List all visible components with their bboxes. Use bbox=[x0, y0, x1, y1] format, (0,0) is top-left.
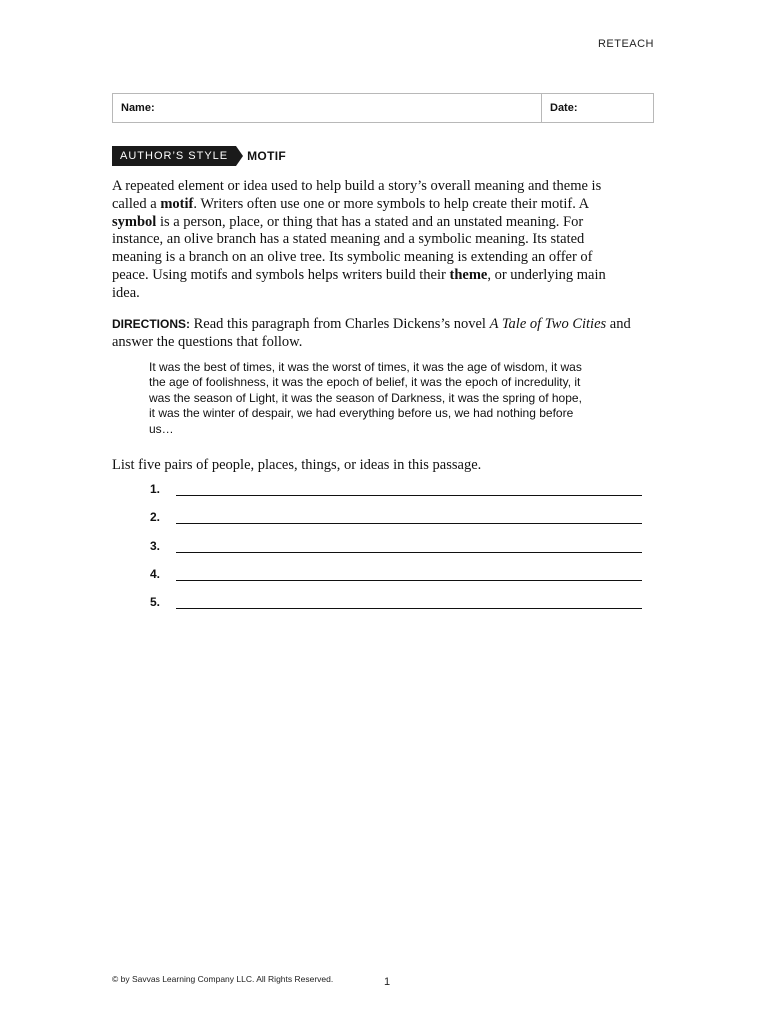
name-label: Name: bbox=[121, 102, 155, 114]
answer-number: 3. bbox=[150, 539, 161, 553]
page-number: 1 bbox=[384, 976, 391, 988]
answer-number: 2. bbox=[150, 510, 161, 524]
term-theme: theme bbox=[449, 266, 488, 283]
intro-text-4: , or underlying main idea. bbox=[112, 266, 606, 301]
directions-text: Read this paragraph from Charles Dickens’s novel bbox=[190, 316, 490, 332]
answer-line[interactable] bbox=[176, 607, 642, 609]
name-field[interactable] bbox=[113, 94, 542, 122]
reteach-label: RETEACH bbox=[597, 38, 654, 50]
answer-number: 1. bbox=[150, 482, 161, 496]
dickens-passage: It was the best of times, it was the worst of times, it was the age of wisdom, it was the age of foolishness, it was the epoch of belief, it was the epoch of incredulity, it was the season of Light, it was the season of Darkness, it was the spring of hope, it was the winter of despair, we had everything before us, we had nothing before us… bbox=[149, 360, 582, 436]
answer-number: 5. bbox=[150, 595, 161, 609]
answer-line[interactable] bbox=[176, 551, 642, 553]
answer-row[interactable] bbox=[150, 535, 642, 553]
answer-line[interactable] bbox=[176, 494, 642, 496]
section-topic: MOTIF bbox=[247, 149, 286, 163]
intro-text-1: A repeated element or idea used to help build a story’s overall meaning and theme is called a bbox=[112, 178, 602, 212]
answer-row[interactable] bbox=[150, 563, 642, 581]
name-date-box bbox=[112, 93, 654, 123]
date-label: Date: bbox=[550, 102, 578, 114]
answer-row[interactable] bbox=[150, 478, 642, 496]
answer-line[interactable] bbox=[176, 579, 642, 581]
directions-tail: and answer the questions that follow. bbox=[112, 316, 631, 350]
answer-row[interactable] bbox=[150, 591, 642, 609]
answer-line[interactable] bbox=[176, 522, 642, 524]
question-prompt: List five pairs of people, places, things, or ideas in this passage. bbox=[112, 457, 482, 473]
intro-text-2: . Writers often use one or more symbols to help create their motif. A bbox=[193, 195, 589, 212]
intro-paragraph bbox=[112, 178, 612, 303]
intro-text-3: is a person, place, or thing that has a stated and an unstated meaning. For instance, an olive branch has a stated meaning and a symbolic meaning. Its stated meaning is a branch on an olive tree. Its symbolic meaning is extending an offer of peace. Using motifs and symbols helps writers build their bbox=[112, 213, 593, 283]
novel-title: A Tale of Two Cities bbox=[489, 316, 607, 332]
term-symbol: symbol bbox=[112, 213, 157, 230]
answer-number: 4. bbox=[150, 567, 161, 581]
term-motif: motif bbox=[160, 195, 194, 212]
copyright-notice: © by Savvas Learning Company LLC. All Rights Reserved. bbox=[112, 974, 334, 984]
directions-paragraph bbox=[112, 316, 642, 352]
badge-arrow-icon bbox=[236, 146, 243, 166]
answer-row[interactable] bbox=[150, 506, 642, 524]
section-heading bbox=[112, 146, 286, 166]
authors-style-badge: AUTHOR’S STYLE bbox=[112, 146, 236, 166]
date-field[interactable] bbox=[542, 94, 653, 122]
directions-label: DIRECTIONS: bbox=[112, 317, 190, 331]
